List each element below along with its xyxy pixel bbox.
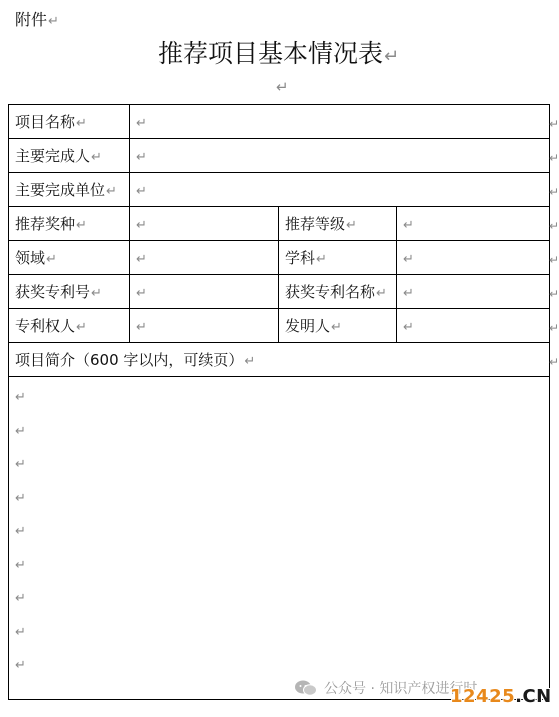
paragraph-mark: ↵ bbox=[346, 218, 357, 233]
paragraph-mark: ↵ bbox=[76, 218, 87, 233]
row-end-mark: ↵ bbox=[549, 185, 559, 199]
field-row bbox=[9, 241, 550, 275]
paragraph-mark: ↵ bbox=[316, 252, 327, 267]
paragraph-mark: ↵ bbox=[136, 285, 147, 301]
main-completers-row bbox=[9, 139, 550, 173]
row-end-mark: ↵ bbox=[549, 287, 559, 301]
paragraph-mark: ↵ bbox=[15, 390, 26, 405]
summary-row bbox=[9, 377, 550, 700]
award-type-row bbox=[9, 207, 550, 241]
main-units-field[interactable] bbox=[130, 173, 550, 207]
paragraph-mark: ↵ bbox=[331, 320, 342, 335]
patentee-field[interactable] bbox=[130, 309, 279, 343]
row-end-mark: ↵ bbox=[549, 219, 559, 233]
paragraph-mark: ↵ bbox=[15, 457, 26, 472]
paragraph-mark: ↵ bbox=[403, 217, 414, 233]
patent-number-field[interactable] bbox=[130, 275, 279, 309]
paragraph-mark: ↵ bbox=[48, 14, 59, 29]
project-name-row bbox=[9, 105, 550, 139]
site-watermark: 12425.CN bbox=[450, 686, 552, 707]
paragraph-mark: ↵ bbox=[403, 251, 414, 267]
paragraph-mark: ↵ bbox=[15, 624, 26, 640]
paragraph-mark: ↵ bbox=[76, 320, 87, 335]
paragraph-mark: ↵ bbox=[276, 78, 289, 96]
summary-label: 项目简介（600 字以内，可续页）↵ bbox=[9, 343, 550, 377]
row-end-mark: ↵ bbox=[549, 117, 559, 131]
paragraph-mark: ↵ bbox=[91, 150, 102, 165]
summary-field[interactable] bbox=[9, 377, 550, 700]
main-completers-label: 主要完成人↵ bbox=[9, 139, 130, 173]
award-type-field[interactable] bbox=[130, 207, 279, 241]
inventor-label: 发明人↵ bbox=[279, 309, 397, 343]
row-end-mark: ↵ bbox=[549, 321, 559, 335]
paragraph-mark: ↵ bbox=[106, 184, 117, 199]
wechat-account-text: 公众号 · 知识产权进行时 bbox=[324, 681, 478, 697]
paragraph-mark: ↵ bbox=[136, 115, 147, 131]
paragraph-mark: ↵ bbox=[136, 183, 147, 199]
paragraph-mark: ↵ bbox=[136, 319, 147, 335]
page-title: 推荐项目基本情况表↵ bbox=[157, 39, 400, 68]
paragraph-mark: ↵ bbox=[15, 490, 26, 506]
field-label: 领域↵ bbox=[9, 241, 130, 275]
recommend-level-label: 推荐等级↵ bbox=[279, 207, 397, 241]
patent-row bbox=[9, 275, 550, 309]
award-type-label: 推荐奖种↵ bbox=[9, 207, 130, 241]
paragraph-mark: ↵ bbox=[383, 46, 400, 67]
patentee-row bbox=[9, 309, 550, 343]
summary-header-row bbox=[9, 343, 550, 377]
patent-number-label: 获奖专利号↵ bbox=[9, 275, 130, 309]
inventor-field[interactable] bbox=[397, 309, 550, 343]
paragraph-mark: ↵ bbox=[136, 149, 147, 165]
paragraph-mark: ↵ bbox=[15, 524, 26, 539]
row-end-mark: ↵ bbox=[549, 355, 559, 369]
paragraph-mark: ↵ bbox=[76, 116, 87, 131]
main-completers-field[interactable] bbox=[130, 139, 550, 173]
row-end-mark: ↵ bbox=[549, 253, 559, 267]
paragraph-mark: ↵ bbox=[15, 658, 26, 673]
paragraph-mark: ↵ bbox=[403, 285, 414, 301]
attachment-label: 附件↵ bbox=[15, 10, 59, 29]
row-end-mark: ↵ bbox=[549, 151, 559, 165]
patent-name-field[interactable] bbox=[397, 275, 550, 309]
paragraph-mark: ↵ bbox=[376, 286, 387, 301]
paragraph-mark: ↵ bbox=[136, 251, 147, 267]
wechat-icon bbox=[294, 680, 318, 696]
project-name-field[interactable] bbox=[130, 105, 550, 139]
paragraph-mark: ↵ bbox=[15, 557, 26, 573]
patent-name-label: 获奖专利名称↵ bbox=[279, 275, 397, 309]
paragraph-mark: ↵ bbox=[244, 354, 256, 369]
main-units-label: 主要完成单位↵ bbox=[9, 173, 130, 207]
discipline-label: 学科↵ bbox=[279, 241, 397, 275]
project-info-form bbox=[8, 104, 550, 700]
project-name-label: 项目名称↵ bbox=[9, 105, 130, 139]
recommend-level-field[interactable] bbox=[397, 207, 550, 241]
paragraph-mark: ↵ bbox=[91, 286, 102, 301]
paragraph-mark: ↵ bbox=[15, 423, 26, 439]
paragraph-mark: ↵ bbox=[403, 319, 414, 335]
main-units-row bbox=[9, 173, 550, 207]
paragraph-mark: ↵ bbox=[46, 252, 57, 267]
paragraph-mark: ↵ bbox=[15, 591, 26, 606]
patentee-label: 专利权人↵ bbox=[9, 309, 130, 343]
paragraph-mark: ↵ bbox=[136, 217, 147, 233]
field-field[interactable] bbox=[130, 241, 279, 275]
discipline-field[interactable] bbox=[397, 241, 550, 275]
